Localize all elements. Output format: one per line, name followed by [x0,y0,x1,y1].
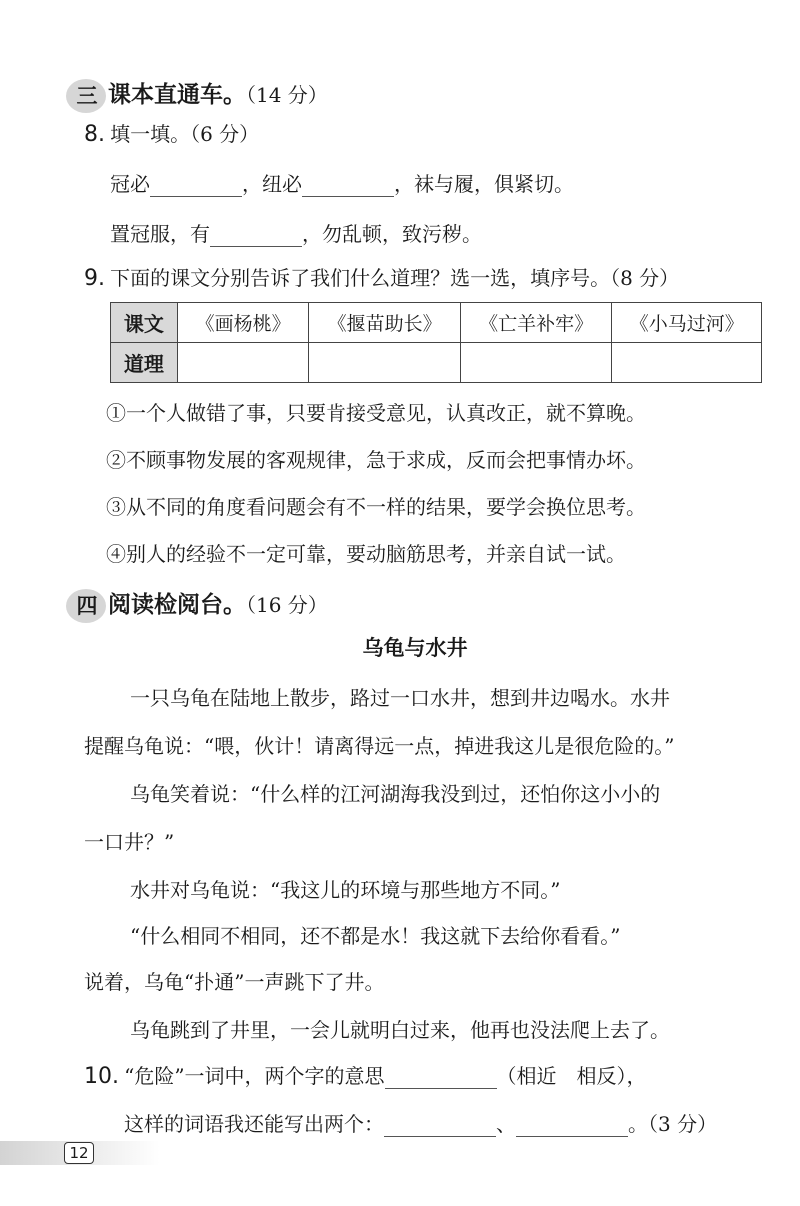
table-header-text: 课文 [111,303,178,343]
table-text-3: 《亡羊补牢》 [460,303,612,343]
answer-blank-3[interactable] [210,224,302,247]
question-10-line-1 [84,1060,647,1089]
question-10-number: 10. [84,1064,119,1089]
question-10-choice: （相近 相反）， [496,1064,647,1088]
question-9-prompt [84,262,679,291]
table-answer-cell-3[interactable] [460,343,612,383]
page-number: 12 [64,1142,94,1164]
section-3-badge [72,81,102,111]
question-8-line-2 [110,218,482,247]
question-8-line-1 [110,168,574,197]
question-10-line-2 [124,1108,717,1137]
table-text-2: 《揠苗助长》 [309,303,461,343]
line-1-part-c: ，袜与履，俱紧切。 [394,172,574,196]
option-4: ④别人的经验不一定可靠，要动脑筋思考，并亲自试一试。 [106,542,626,566]
section-4-heading [72,586,328,621]
line-2-part-a: 置冠服，有 [110,222,210,246]
line-1-part-a: 冠必 [110,172,150,196]
option-3: ③从不同的角度看问题会有不一样的结果，要学会换位思考。 [106,495,646,519]
section-3-score: （14 分） [246,83,328,107]
passage-line-6: “什么相同不相同，还不都是水！我这就下去给你看看。” [130,924,621,948]
section-3-title: 课本直通车。 [108,82,246,108]
table-answer-cell-1[interactable] [177,343,309,383]
texts-table [110,302,762,383]
passage-line-4: 一口井？” [84,830,175,854]
passage-line-2: 提醒乌龟说：“喂，伙计！请离得远一点，掉进我这儿是很危险的。” [84,734,675,758]
passage-title: 乌龟与水井 [362,636,468,660]
question-9-text: 下面的课文分别告诉了我们什么道理？选一选，填序号。（8 分） [110,266,680,290]
question-10-text-b: 这样的词语我还能写出两个： [124,1112,384,1136]
table-text-1: 《画杨桃》 [177,303,309,343]
answer-blank-word-2[interactable] [516,1114,628,1137]
answer-blank-2[interactable] [302,174,394,197]
passage-line-5: 水井对乌龟说：“我这儿的环境与那些地方不同。” [130,878,561,902]
table-answer-cell-2[interactable] [309,343,461,383]
passage-line-8: 乌龟跳到了井里，一会儿就明白过来，他再也没法爬上去了。 [130,1018,670,1042]
question-8-text: 填一填。（6 分） [110,122,260,146]
answer-blank-word-1[interactable] [384,1114,496,1137]
passage-line-1: 一只乌龟在陆地上散步，路过一口水井，想到井边喝水。水井 [130,686,670,710]
question-10-separator: 、 [496,1112,516,1136]
passage-line-3: 乌龟笑着说：“什么样的江河湖海我没到过，还怕你这小小的 [130,782,661,806]
section-3-heading [72,76,328,111]
section-4-title: 阅读检阅台。 [108,592,246,618]
passage-line-7: 说着，乌龟“扑通”一声跳下了井。 [84,970,385,994]
section-4-score: （16 分） [246,593,328,617]
question-8-prompt [84,118,259,147]
option-1: ①一个人做错了事，只要肯接受意见，认真改正，就不算晚。 [106,401,646,425]
question-10-text-a: “危险”一词中，两个字的意思 [124,1064,385,1088]
section-4-badge [72,591,102,621]
answer-blank-1[interactable] [150,174,242,197]
option-2: ②不顾事物发展的客观规律，急于求成，反而会把事情办坏。 [106,448,646,472]
table-text-4: 《小马过河》 [612,303,762,343]
table-header-reason: 道理 [111,343,178,383]
line-2-part-b: ，勿乱顿，致污秽。 [302,222,482,246]
line-1-part-b: ，纽必 [242,172,302,196]
answer-blank-meaning[interactable] [385,1066,497,1089]
question-8-number: 8. [84,122,105,147]
question-10-score: 。（3 分） [628,1112,718,1136]
section-4-number: 四 [76,593,98,618]
question-9-number: 9. [84,266,105,291]
table-answer-cell-4[interactable] [612,343,762,383]
section-3-number: 三 [76,83,98,108]
